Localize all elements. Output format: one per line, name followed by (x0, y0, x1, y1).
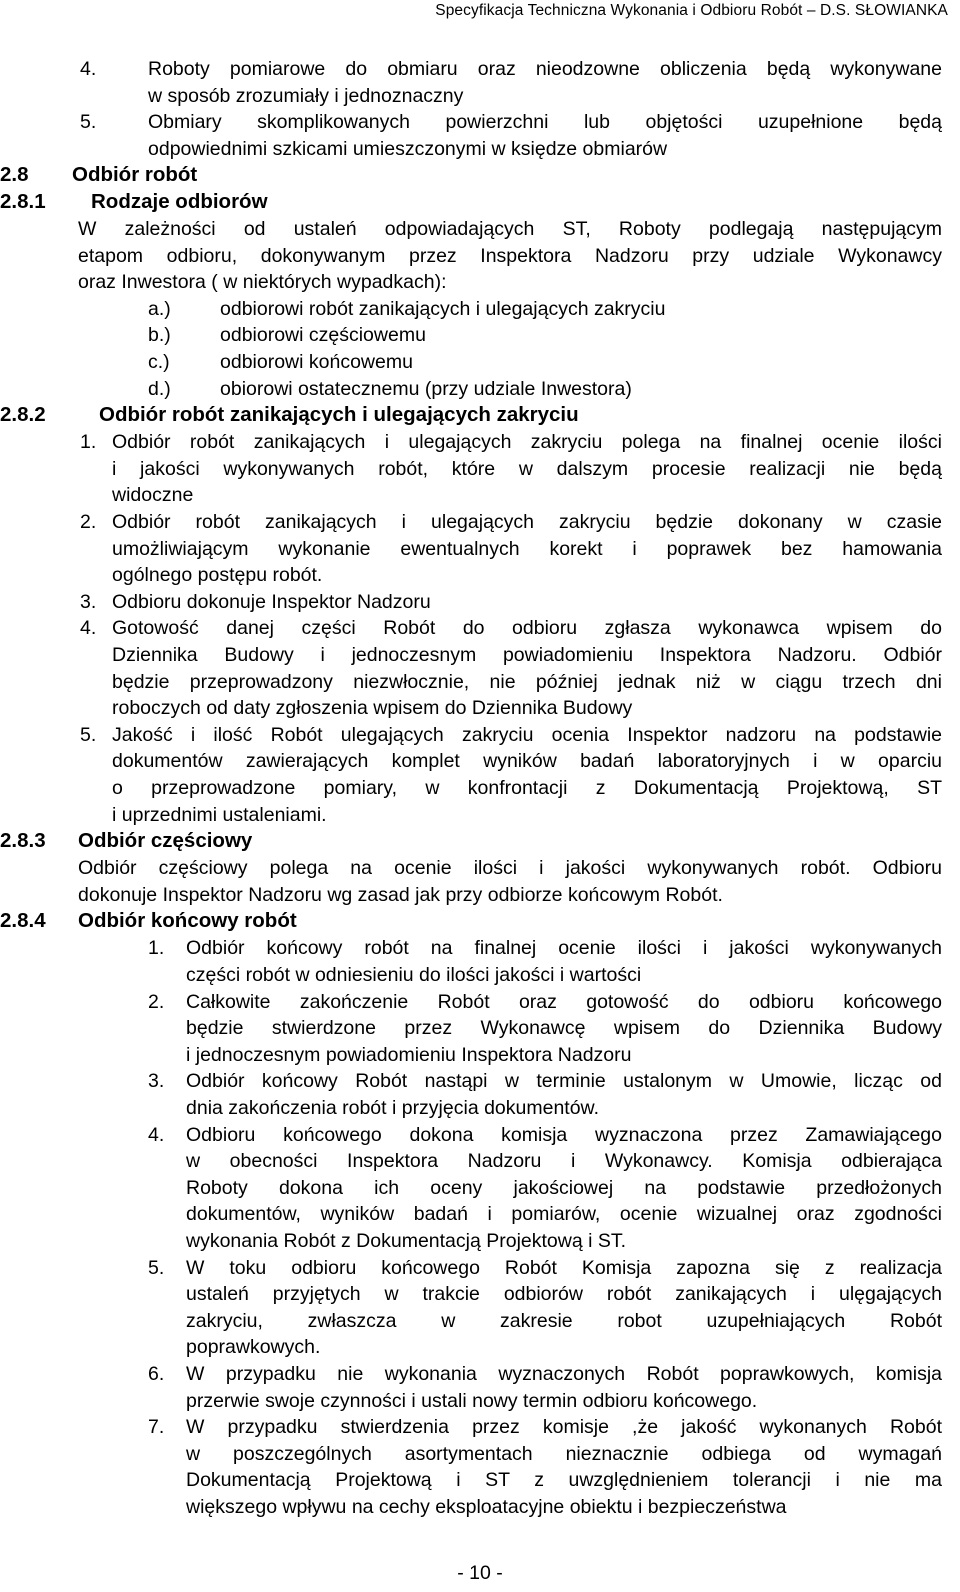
list-number: 2. (80, 510, 97, 533)
list-item-text: o przeprowadzone pomiary, w konfrontacji z Dokumentacją Projektową, ST (112, 776, 942, 799)
list-item-text: w obecności Inspektora Nadzoru i Wykonawcy. Komisja odbierająca (186, 1150, 942, 1173)
section-title: Odbiór robót (72, 163, 198, 187)
list-item-text: Odbiór robót zanikających i ulegających zakryciu polega na finalnej ocenie ilości (112, 431, 942, 454)
list-number: 3. (80, 590, 97, 613)
section-title: Odbiór końcowy robót (78, 909, 297, 933)
list-number: 2. (148, 990, 165, 1013)
list-letter: d.) (148, 377, 171, 400)
page-header (0, 0, 960, 25)
list-item-text: odbiorowi robót zanikających i ulegających zakryciu (220, 297, 666, 320)
paragraph-line: oraz Inwestora ( w niektórych wypadkach): (78, 271, 447, 294)
list-letter: c.) (148, 350, 170, 373)
list-item-text: dokumentów, wyników badań i pomiarów, ocenie wizualnej oraz zgodności (186, 1203, 942, 1226)
list-item-text: większego wpływu na cechy eksploatacyjne obiektu i bezpieczeństwa (186, 1495, 787, 1518)
list-item-text: ustaleń przyjętych w trakcie odbiorów robót zanikających i ulęgających (186, 1283, 942, 1306)
list-number: 4. (80, 58, 97, 80)
list-item-text: wykonania Robót z Dokumentacją Projektową i ST. (186, 1229, 627, 1252)
list-item-text: dnia zakończenia robót i przyjęcia dokumentów. (186, 1096, 599, 1119)
list-item-text: zakryciu, zwłaszcza w zakresie robot uzupełniających Robót (186, 1309, 942, 1332)
list-item-text: w poszczególnych asortymentach nieznacznie odbiega od wymagań (186, 1442, 942, 1465)
section-number: 2.8.3 (0, 829, 46, 853)
list-item-text: będzie przeprowadzony niezwłocznie, nie później jednak niż w ciągu trzech dni (112, 670, 942, 693)
list-item-text: będzie stwierdzone przez Wykonawcę wpisem do Dziennika Budowy (186, 1017, 942, 1040)
paragraph-line: etapom odbioru, dokonywanym przez Inspektora Nadzoru przy udziale Wykonawcy (78, 244, 942, 267)
list-item-text: i uprzednimi ustaleniami. (112, 803, 327, 826)
list-item-text: Całkowite zakończenie Robót oraz gotowość do odbioru końcowego (186, 990, 942, 1013)
list-item-text: Odbiór końcowy robót na finalnej ocenie ilości i jakości wykonywanych (186, 937, 942, 960)
section-number: 2.8 (0, 163, 29, 187)
section-number: 2.8.1 (0, 189, 46, 213)
list-number: 5. (148, 1256, 165, 1279)
paragraph-line: Odbiór częściowy polega na ocenie ilości i jakości wykonywanych robót. Odbioru (78, 857, 942, 880)
list-item-text: części robót w odniesieniu do ilości jakości i wartości (186, 963, 642, 986)
list-item-text: Roboty pomiarowe do obmiaru oraz nieodzowne obliczenia będą wykonywane (148, 58, 942, 80)
section-number: 2.8.2 (0, 403, 46, 427)
header-title: Specyfikacja Techniczna Wykonania i Odbioru Robót – D.S. SŁOWIANKA (435, 2, 948, 19)
list-item-text: Odbioru końcowego dokona komisja wyznaczona przez Zamawiającego (186, 1123, 942, 1146)
list-item-text: W przypadku stwierdzenia przez komisje ,że jakość wykonanych Robót (186, 1416, 942, 1439)
list-item-text: Obmiary skomplikowanych powierzchni lub objętości uzupełnione będą (148, 111, 942, 134)
list-item-text: dokumentów zawierających komplet wyników badań laboratoryjnych i w oparciu (112, 750, 942, 773)
list-item-text: widoczne (112, 484, 194, 507)
page-number: - 10 - (457, 1562, 503, 1584)
list-number: 6. (148, 1362, 165, 1385)
list-number: 5. (80, 723, 97, 746)
list-number: 4. (148, 1123, 165, 1146)
list-letter: b.) (148, 324, 171, 347)
list-item-text: Dokumentacją Projektową i ST z uwzględnieniem tolerancji i nie ma (186, 1469, 942, 1492)
list-item-text: Odbioru dokonuje Inspektor Nadzoru (112, 590, 431, 613)
section-number: 2.8.4 (0, 909, 46, 933)
list-item-text: umożliwiającym wykonanie ewentualnych korekt i poprawek bez hamowania (112, 537, 942, 560)
list-number: 7. (148, 1416, 165, 1439)
paragraph-line: dokonuje Inspektor Nadzoru wg zasad jak przy odbiorze końcowym Robót. (78, 883, 723, 906)
list-item-text: Gotowość danej części Robót do odbioru zgłasza wykonawca wpisem do (112, 617, 942, 640)
list-item-text: roboczych od daty zgłoszenia wpisem do Dziennika Budowy (112, 697, 633, 720)
list-item-text: w sposób zrozumiały i jednoznaczny (148, 84, 464, 107)
list-number: 3. (148, 1070, 165, 1093)
list-item-text: odbiorowi końcowemu (220, 350, 413, 373)
list-item-text: Jakość i ilość Robót ulegających zakryciu ocenia Inspektor nadzoru na podstawie (112, 723, 942, 746)
section-title: Odbiór częściowy (78, 829, 253, 853)
list-item-text: i jednoczesnym powiadomieniu Inspektora Nadzoru (186, 1043, 632, 1066)
list-number: 4. (80, 617, 97, 640)
list-item-text: W toku odbioru końcowego Robót Komisja zapozna się z realizacja (186, 1256, 942, 1279)
section-title: Rodzaje odbiorów (91, 189, 268, 213)
list-item-text: i jakości wykonywanych robót, które w dalszym procesie realizacji nie będą (112, 457, 942, 480)
list-number: 1. (80, 431, 97, 454)
list-letter: a.) (148, 297, 171, 320)
list-number: 5. (80, 111, 97, 134)
list-item-text: Odbiór końcowy Robót nastąpi w terminie ustalonym w Umowie, licząc od (186, 1070, 942, 1093)
list-item-text: odpowiednimi szkicami umieszczonymi w księdze obmiarów (148, 137, 668, 160)
list-item-text: odbiorowi częściowemu (220, 324, 426, 347)
list-item-text: W przypadku nie wykonania wyznaczonych Robót poprawkowych, komisja (186, 1362, 942, 1385)
list-item-text: poprawkowych. (186, 1336, 321, 1359)
paragraph-line: W zależności od ustaleń odpowiadających ST, Roboty podlegają następującym (78, 217, 942, 240)
list-number: 1. (148, 937, 165, 960)
list-item-text: obiorowi ostatecznemu (przy udziale Inwestora) (220, 377, 632, 400)
section-title: Odbiór robót zanikających i ulegających zakryciu (99, 403, 579, 427)
list-item-text: Dziennika Budowy i jednoczesnym powiadomieniu Inspektora Nadzoru. Odbiór (112, 643, 942, 666)
list-item-text: przerwie swoje czynności i ustali nowy termin odbioru końcowego. (186, 1389, 758, 1412)
list-item-text: ogólnego postępu robót. (112, 564, 323, 587)
list-item-text: Roboty dokona ich oceny jakościowej na podstawie przedłożonych (186, 1176, 942, 1199)
list-item-text: Odbiór robót zanikających i ulegających zakryciu będzie dokonany w czasie (112, 510, 942, 533)
